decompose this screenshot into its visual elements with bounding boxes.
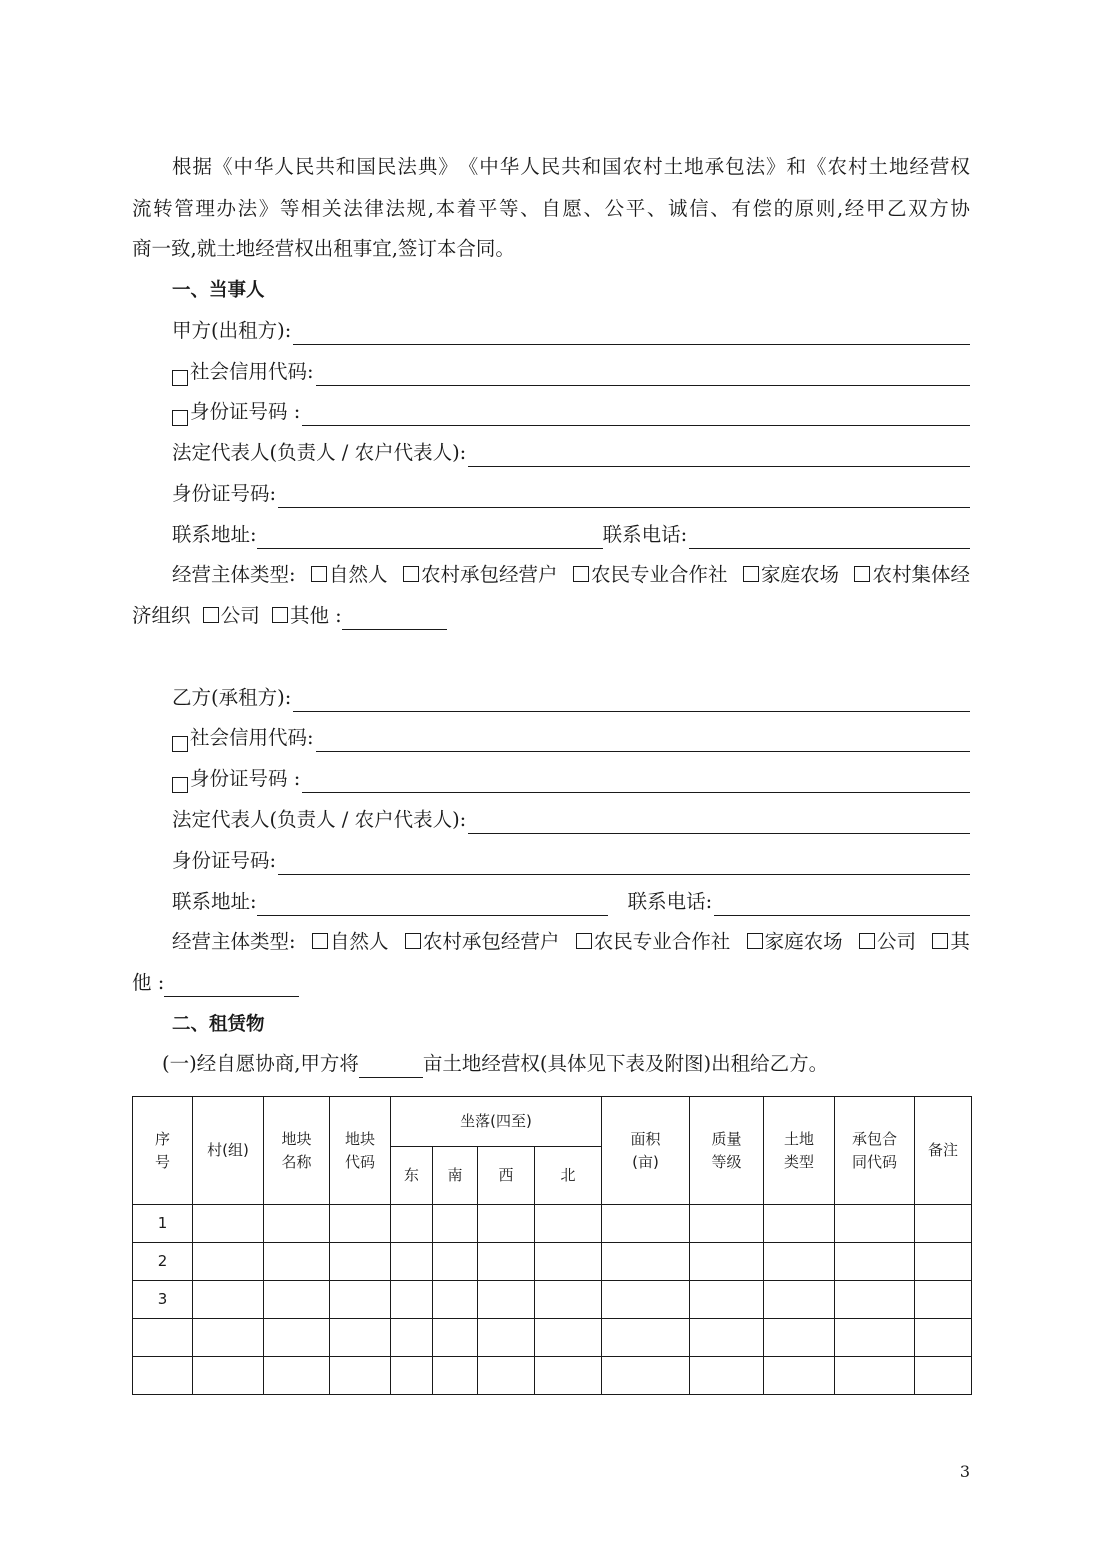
clause-1: [162, 1050, 1000, 1078]
table-cell[interactable]: [915, 1243, 972, 1281]
table-cell[interactable]: [764, 1243, 835, 1281]
intro-char: 办: [216, 197, 237, 220]
table-cell[interactable]: [764, 1205, 835, 1243]
intro-char: 信: [689, 197, 709, 220]
party-b-credit-label: 社会信用代码:: [190, 726, 314, 749]
party-a-phone-blank[interactable]: [689, 526, 970, 549]
table-cell[interactable]: [264, 1357, 330, 1395]
party-a-legal-rep-blank[interactable]: [468, 444, 970, 467]
intro-char: 协: [950, 197, 970, 220]
header-plot-code: 地块代码: [330, 1097, 391, 1205]
intro-char: 诚: [667, 197, 688, 220]
party-b-entity-type-checkbox[interactable]: [932, 933, 948, 949]
table-cell[interactable]: [264, 1205, 330, 1243]
intro-char: 民: [540, 155, 561, 178]
intro-char: 村: [847, 155, 868, 178]
table-row: [133, 1281, 972, 1319]
table-cell[interactable]: [264, 1281, 330, 1319]
intro-char: 自: [541, 197, 561, 220]
party-b-phone-blank[interactable]: [714, 893, 970, 916]
intro-char: 法: [745, 155, 766, 178]
intro-char: 土: [663, 155, 684, 178]
party-a-type-other-blank[interactable]: [342, 607, 447, 630]
table-row: [133, 1319, 972, 1357]
intro-char: 共: [315, 155, 335, 178]
intro-char: 地: [684, 155, 704, 178]
party-a-entity-type-row: [172, 561, 970, 589]
party-a-id-blank[interactable]: [302, 403, 970, 426]
party-b-id-blank[interactable]: [302, 770, 970, 793]
intro-char: 甲: [865, 197, 886, 220]
party-b-credit-checkbox[interactable]: [172, 736, 188, 752]
party-a-entity-type-checkbox[interactable]: [311, 566, 327, 582]
party-b-type-other-blank[interactable]: [164, 974, 299, 997]
table-cell[interactable]: [391, 1205, 433, 1243]
intro-char: 法: [385, 197, 406, 220]
intro-char: 经: [909, 155, 929, 178]
intro-char: 人: [274, 155, 294, 178]
party-b-id-row: [172, 765, 970, 793]
intro-char: 、: [583, 197, 603, 220]
table-cell[interactable]: [193, 1357, 264, 1395]
party-b-entity-type-checkbox[interactable]: [859, 933, 875, 949]
header-east: 东: [391, 1147, 433, 1205]
table-cell[interactable]: [835, 1205, 915, 1243]
table-cell[interactable]: [330, 1243, 391, 1281]
intro-char: 包: [725, 155, 745, 178]
intro-char: 《: [458, 155, 479, 178]
intro-char: 和: [581, 155, 602, 178]
table-cell[interactable]: [915, 1357, 972, 1395]
party-b-entity-type-option[interactable]: [859, 928, 916, 956]
section-2-title: 二、租赁物: [172, 1014, 265, 1035]
party-a-entity-type-option-label: 家庭农场: [761, 563, 840, 586]
intro-char: 农: [827, 155, 848, 178]
header-west: 西: [478, 1147, 535, 1205]
party-b-entity-type-option-label: 家庭农场: [764, 930, 843, 953]
intro-char: 转: [153, 197, 173, 220]
table-cell[interactable]: [478, 1243, 535, 1281]
party-a-type-other-checkbox[interactable]: [272, 607, 288, 623]
intro-char: 地: [888, 155, 909, 178]
table-cell[interactable]: [433, 1319, 478, 1357]
intro-char: 和: [335, 155, 356, 178]
party-a-entity-type-checkbox[interactable]: [573, 566, 589, 582]
table-cell[interactable]: [764, 1281, 835, 1319]
table-cell[interactable]: [690, 1205, 764, 1243]
header-seq: 序号: [133, 1097, 193, 1205]
intro-line-1: [172, 153, 970, 181]
party-a-rep-id-blank[interactable]: [278, 485, 970, 508]
intro-char: 华: [253, 155, 274, 178]
party-b-entity-type-row: [172, 928, 970, 956]
party-a-rep-id-row: [172, 480, 970, 508]
page-number: 3: [959, 1462, 970, 1481]
intro-char: 营: [929, 155, 950, 178]
intro-char: 华: [499, 155, 520, 178]
party-b-rep-id-row: [172, 847, 970, 875]
header-village: 村(组): [193, 1097, 264, 1205]
party-a-type-company-checkbox[interactable]: [203, 607, 219, 623]
table-cell[interactable]: [602, 1243, 690, 1281]
table-cell[interactable]: [193, 1281, 264, 1319]
party-a-phone-label: 联系电话:: [602, 523, 688, 546]
party-a-id-row: [172, 398, 970, 426]
table-cell[interactable]: [330, 1281, 391, 1319]
intro-char: 据: [192, 155, 212, 178]
intro-char: 的: [773, 197, 794, 220]
table-cell[interactable]: [690, 1357, 764, 1395]
table-cell[interactable]: [433, 1243, 478, 1281]
intro-char: 人: [520, 155, 540, 178]
intro-char: 》: [438, 155, 458, 178]
party-a-name-blank[interactable]: [293, 322, 970, 345]
party-b-address-label: 联系地址:: [172, 890, 257, 913]
intro-char: 《: [807, 155, 827, 178]
party-a-type-other-label: 其他 :: [289, 604, 342, 627]
party-a-type-company-label: 公司: [220, 604, 260, 627]
table-cell[interactable]: [835, 1281, 915, 1319]
table-cell-seq: 3: [133, 1281, 193, 1319]
intro-char: 民: [376, 155, 397, 178]
party-a-entity-org-label: 济组织: [132, 604, 191, 627]
intro-char: 、: [646, 197, 667, 220]
party-b-entity-type-option[interactable]: [576, 928, 731, 956]
table-cell[interactable]: [602, 1319, 690, 1357]
table-cell[interactable]: [478, 1357, 535, 1395]
party-a-entity-type-option[interactable]: [854, 561, 970, 589]
party-b-entity-type-option[interactable]: [747, 928, 843, 956]
party-b-entity-type-checkbox[interactable]: [747, 933, 763, 949]
table-cell[interactable]: [602, 1357, 690, 1395]
intro-char: 着: [456, 197, 477, 220]
table-cell[interactable]: [915, 1281, 972, 1319]
table-cell-seq: [133, 1319, 193, 1357]
table-body: [133, 1205, 972, 1395]
table-cell[interactable]: [535, 1357, 602, 1395]
party-b-address-blank[interactable]: [257, 893, 608, 916]
intro-char: 民: [294, 155, 315, 178]
table-header-row-1: [133, 1097, 972, 1147]
clause-1-area-blank[interactable]: [359, 1055, 423, 1078]
intro-char: 平: [625, 197, 646, 220]
party-b-name-label: 乙方(承租方):: [172, 686, 292, 709]
party-b-rep-id-blank[interactable]: [278, 852, 970, 875]
party-a-entity-type-label: 经营主体类型:: [172, 563, 296, 586]
table-cell[interactable]: [535, 1243, 602, 1281]
intro-char: 则: [815, 197, 836, 220]
table-cell[interactable]: [764, 1357, 835, 1395]
party-b-type-other-label: 他 :: [132, 971, 165, 994]
table-cell[interactable]: [433, 1205, 478, 1243]
intro-line-2: [132, 195, 970, 223]
intro-char: 愿: [562, 197, 582, 220]
party-a-entity-type-checkbox[interactable]: [743, 566, 759, 582]
party-a-name-row: [172, 317, 970, 345]
party-b-rep-id-label: 身份证号码:: [172, 849, 277, 872]
intro-char: 《: [212, 155, 233, 178]
intro-char: 国: [356, 155, 376, 178]
intro-char: 共: [561, 155, 581, 178]
intro-char: 、: [710, 197, 730, 220]
table-cell[interactable]: [690, 1243, 764, 1281]
party-b-entity-type-option[interactable]: [932, 928, 970, 956]
header-land-type: 土地类型: [764, 1097, 835, 1205]
intro-char: 乙: [887, 197, 907, 220]
party-a-rep-id-label: 身份证号码:: [172, 482, 277, 505]
party-a-name-label: 甲方(出租方):: [172, 319, 292, 342]
table-cell[interactable]: [535, 1205, 602, 1243]
table-cell[interactable]: [391, 1357, 433, 1395]
party-b-entity-type-checkbox[interactable]: [312, 933, 328, 949]
party-b-name-row: [172, 684, 970, 712]
intro-char: 偿: [752, 197, 772, 220]
intro-char: 法: [237, 197, 258, 220]
intro-char: 中: [479, 155, 499, 178]
party-b-entity-type-option[interactable]: [312, 928, 389, 956]
party-b-entity-type-label: 经营主体类型:: [172, 930, 296, 953]
intro-char: 典: [417, 155, 438, 178]
intro-char: 农: [622, 155, 643, 178]
party-a-legal-rep-label: 法定代表人(负责人 / 农户代表人):: [172, 441, 467, 464]
party-a-entity-type-option[interactable]: [743, 561, 839, 589]
party-b-credit-blank[interactable]: [316, 729, 970, 752]
party-a-legal-rep-row: [172, 439, 970, 467]
table-cell[interactable]: [602, 1205, 690, 1243]
table-cell[interactable]: [478, 1281, 535, 1319]
party-a-entity-type-row-2: [132, 602, 970, 630]
table-cell[interactable]: [391, 1281, 433, 1319]
table-cell[interactable]: [915, 1319, 972, 1357]
party-b-entity-type-option-label: 农民专业合作社: [593, 930, 731, 953]
table-cell[interactable]: [478, 1205, 535, 1243]
party-a-entity-type-checkbox[interactable]: [403, 566, 419, 582]
party-a-entity-type-option[interactable]: [311, 561, 388, 589]
table-cell[interactable]: [330, 1319, 391, 1357]
table-cell[interactable]: [433, 1281, 478, 1319]
intro-char: 和: [786, 155, 807, 178]
party-b-legal-rep-row: [172, 806, 970, 834]
intro-char: 》: [258, 197, 279, 220]
party-b-entity-type-option-label: 其: [950, 930, 970, 953]
party-b-contact-row: [172, 888, 970, 916]
table-row: [133, 1357, 972, 1395]
land-plot-table: [132, 1096, 972, 1395]
table-cell[interactable]: [690, 1281, 764, 1319]
table-row: [133, 1243, 972, 1281]
table-cell[interactable]: [391, 1243, 433, 1281]
header-north: 北: [535, 1147, 602, 1205]
party-b-legal-rep-blank[interactable]: [468, 811, 970, 834]
clause-1-prefix: (一)经自愿协商,甲方将: [162, 1052, 359, 1075]
clause-1-suffix: 亩土地经营权(具体见下表及附图)出租给乙方。: [422, 1052, 829, 1075]
intro-char: 法: [343, 197, 363, 220]
table-cell[interactable]: [330, 1357, 391, 1395]
party-b-entity-type-option-label: 自然人: [329, 930, 389, 953]
intro-char: 》: [766, 155, 786, 178]
header-location: 坐落(四至): [391, 1097, 602, 1147]
header-plot-name: 地块名称: [264, 1097, 330, 1205]
intro-char: 、: [520, 197, 540, 220]
intro-char: 中: [233, 155, 253, 178]
party-a-address-label: 联系地址:: [172, 523, 257, 546]
intro-char: 权: [950, 155, 970, 178]
intro-char: 等: [279, 197, 300, 220]
intro-char: 法: [397, 155, 417, 178]
header-quality: 质量等级: [690, 1097, 764, 1205]
intro-char: 理: [195, 197, 215, 220]
table-cell-seq: [133, 1357, 193, 1395]
table-cell[interactable]: [391, 1319, 433, 1357]
intro-char: ,: [427, 197, 434, 220]
party-a-credit-blank[interactable]: [316, 363, 970, 386]
table-cell[interactable]: [835, 1243, 915, 1281]
table-cell[interactable]: [602, 1281, 690, 1319]
table-cell[interactable]: [478, 1319, 535, 1357]
intro-char: 本: [435, 197, 456, 220]
intro-char: 方: [929, 197, 949, 220]
party-b-entity-type-option-label: 公司: [877, 930, 917, 953]
table-cell[interactable]: [535, 1281, 602, 1319]
intro-char: 等: [498, 197, 519, 220]
table-cell-seq: 1: [133, 1205, 193, 1243]
party-b-legal-rep-label: 法定代表人(负责人 / 农户代表人):: [172, 808, 467, 831]
table-cell[interactable]: [535, 1319, 602, 1357]
intro-char: 原: [794, 197, 815, 220]
party-b-entity-type-checkbox[interactable]: [576, 933, 592, 949]
intro-char: 根: [172, 155, 192, 178]
intro-char: 有: [731, 197, 751, 220]
intro-char: ,: [836, 197, 844, 220]
header-remarks: 备注: [915, 1097, 972, 1205]
party-b-id-label: 身份证号码 :: [190, 767, 301, 790]
intro-line-3: 商一致,就土地经营权出租事宜,签订本合同。: [132, 237, 515, 260]
party-a-entity-type-checkbox[interactable]: [854, 566, 870, 582]
party-b-id-checkbox[interactable]: [172, 777, 188, 793]
party-a-id-label: 身份证号码 :: [190, 400, 301, 423]
party-b-entity-type-row-2: [132, 969, 970, 997]
section-1-title: 一、当事人: [172, 280, 265, 301]
party-a-entity-type-option[interactable]: [403, 561, 558, 589]
table-cell[interactable]: [264, 1243, 330, 1281]
party-a-entity-type-option-label: 农村集体经: [872, 563, 970, 586]
intro-char: 公: [604, 197, 625, 220]
intro-char: 相: [301, 197, 321, 220]
table-cell-seq: 2: [133, 1243, 193, 1281]
party-b-credit-row: [172, 724, 970, 752]
intro-char: 承: [704, 155, 725, 178]
table-row: [133, 1205, 972, 1243]
intro-char: 土: [868, 155, 888, 178]
header-area: 面积(亩): [602, 1097, 690, 1205]
party-a-entity-type-option[interactable]: [573, 561, 728, 589]
party-b-entity-type-checkbox[interactable]: [405, 933, 421, 949]
party-a-credit-label: 社会信用代码:: [190, 360, 314, 383]
party-a-credit-row: [172, 358, 970, 386]
party-a-id-checkbox[interactable]: [172, 410, 188, 426]
intro-char: 双: [908, 197, 928, 220]
table-cell[interactable]: [915, 1205, 972, 1243]
intro-char: 国: [602, 155, 622, 178]
intro-char: 律: [364, 197, 384, 220]
table-cell[interactable]: [835, 1319, 915, 1357]
party-a-credit-checkbox[interactable]: [172, 370, 188, 386]
table-cell[interactable]: [835, 1357, 915, 1395]
table-cell[interactable]: [193, 1205, 264, 1243]
party-b-phone-label: 联系电话:: [627, 890, 713, 913]
table-cell[interactable]: [690, 1319, 764, 1357]
intro-char: 平: [477, 197, 498, 220]
table-cell[interactable]: [193, 1319, 264, 1357]
header-south: 南: [433, 1147, 478, 1205]
intro-char: 管: [174, 197, 194, 220]
intro-char: 规: [406, 197, 427, 220]
party-b-entity-type-option-label: 农村承包经营户: [422, 930, 560, 953]
intro-char: 村: [643, 155, 663, 178]
party-a-address-blank[interactable]: [257, 526, 603, 549]
intro-char: 关: [322, 197, 342, 220]
party-b-entity-type-option[interactable]: [405, 928, 560, 956]
table-cell[interactable]: [264, 1319, 330, 1357]
table-cell[interactable]: [764, 1319, 835, 1357]
header-contract-code: 承包合同代码: [835, 1097, 915, 1205]
table-cell[interactable]: [433, 1357, 478, 1395]
party-a-entity-type-option-label: 自然人: [329, 563, 388, 586]
table-cell[interactable]: [330, 1205, 391, 1243]
table-cell[interactable]: [193, 1243, 264, 1281]
intro-char: 流: [132, 197, 152, 220]
party-a-entity-type-option-label: 农民专业合作社: [591, 563, 728, 586]
party-a-contact-row: [172, 521, 970, 549]
party-b-name-blank[interactable]: [293, 689, 970, 712]
intro-char: 经: [844, 197, 865, 220]
party-a-entity-type-option-label: 农村承包经营户: [421, 563, 558, 586]
